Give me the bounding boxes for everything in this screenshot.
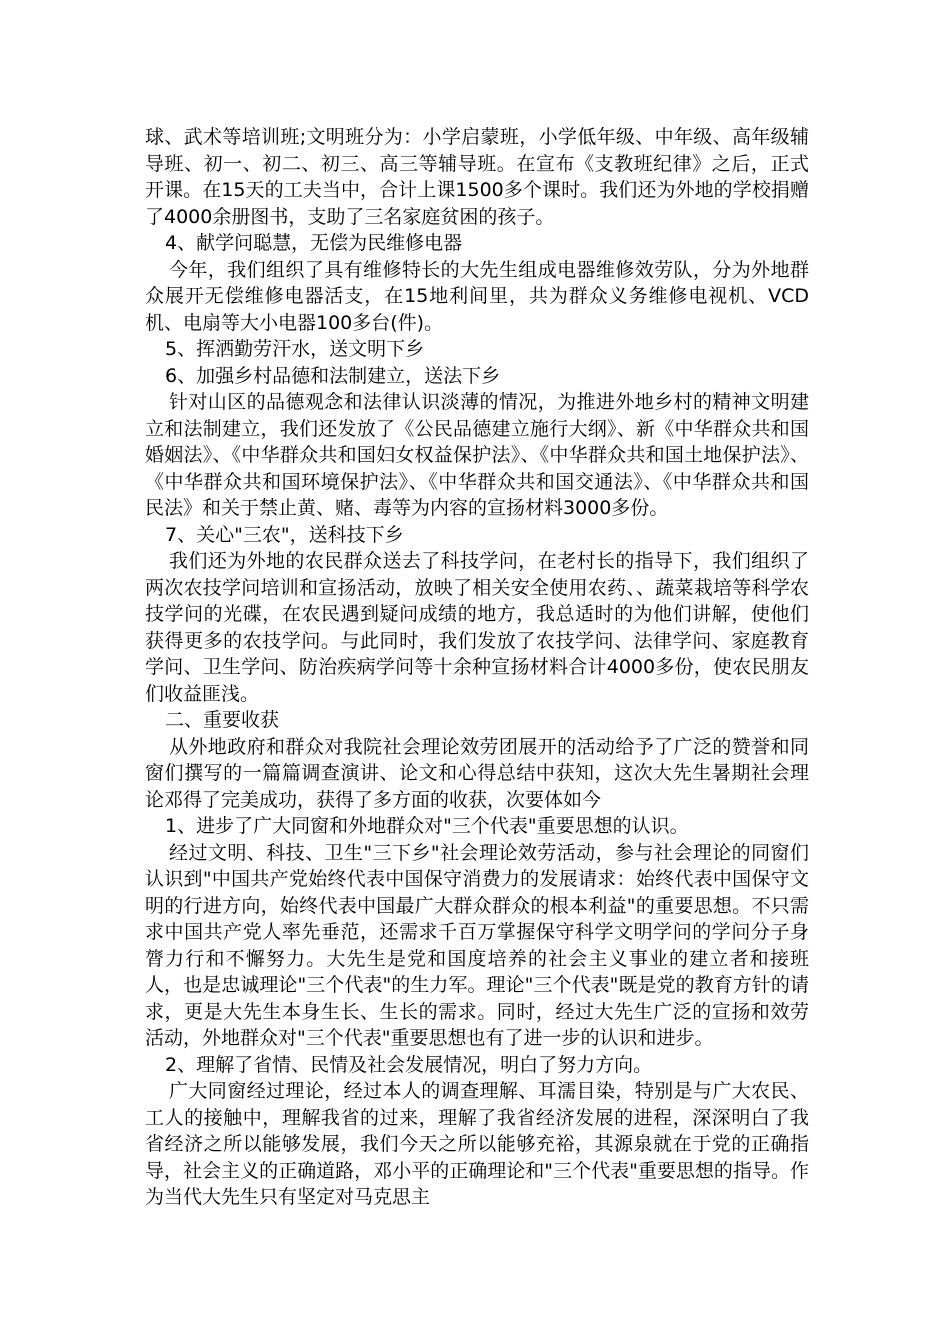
document-body bbox=[145, 124, 809, 1211]
heading-province-situation: 2、理解了省情、民情及社会发展情况，明白了努力方向。 bbox=[165, 1053, 653, 1076]
heading-law-countryside: 6、加强乡村品德和法制建立，送法下乡 bbox=[165, 364, 501, 387]
paragraph-law-materials: 针对山区的品德观念和法律认识淡薄的情况，为推进外地乡村的精神文明建立和法制建立，我们还发放了《公民品德建立施行大纲》、新《中华群众共和国婚姻法》、《中华群众共和国妇女权益保护法》、《中华群众共和国土地保护法》、《中华群众共和国环境保护法》、《中华群众共和国交通法》、《中华群众共和国民法》和关于禁止黄、赌、毒等为内容的宣扬材料3000多份。 bbox=[145, 391, 809, 519]
heading-three-represents: 1、进步了广大同窗和外地群众对"三个代表"重要思想的认识。 bbox=[165, 815, 689, 837]
paragraph-three-represents: 经过文明、科技、卫生"三下乡"社会理论效劳活动，参与社会理论的同窗们认识到"中国共产党始终代表中国保守消费力的发展请求：始终代表中国保守文明的行进方向，始终代表中国最广大群众群众的根本利益"的重要思想。不只需求中国共产党人率先垂范，还需求千百万掌握保守科学文明学问的学问分子身膂力行和不懈努力。大先生是党和国度培养的社会主义事业的建立者和接班人，也是忠诚理论"三个代表"的生力军。理论"三个代表"既是党的教育方针的请求，更是大先生本身生长、生长的需求。同时，经过大先生广泛的宣扬和效劳活动，外地群众对"三个代表"重要思想也有了进一步的认识和进步。 bbox=[145, 841, 809, 1049]
heading-main-harvest: 二、重要收获 bbox=[165, 709, 280, 731]
heading-civilization-countryside: 5、挥洒勤劳汗水，送文明下乡 bbox=[165, 338, 425, 360]
paragraph-harvest-intro: 从外地政府和群众对我院社会理论效劳团展开的活动给予了广泛的赞誉和同窗们撰写的一篇篇调查演讲、论文和心得总结中获知，这次大先生暑期社会理论邓得了完美成功，获得了多方面的收获，次要体如今 bbox=[145, 735, 809, 811]
paragraph-province-situation: 广大同窗经过理论，经过本人的调查理解、耳濡目染，特别是与广大农民、工人的接触中，理解我省的过来，理解了我省经济发展的进程，深深明白了我省经济之所以能够发展，我们今天之所以能够充裕，其源泉就在于党的正确指导，社会主义的正确道路，邓小平的正确理论和"三个代表"重要思想的指导。作为当代大先生只有坚定对马克思主 bbox=[145, 1080, 809, 1208]
heading-technology-countryside: 7、关心"三农"，送科技下乡 bbox=[165, 523, 404, 546]
paragraph-agri-training: 我们还为外地的农民群众送去了科技学问，在老村长的指导下，我们组织了两次农技学问培训和宣扬活动，放映了相关安全使用农药、、蔬菜栽培等科学农技学问的光碟，在农民遇到疑问成绩的地方，我总适时的为他们讲解，使他们获得更多的农技学问。与此同时，我们发放了农技学问、法律学问、家庭教育学问、卫生学问、防治疾病学问等十余种宣扬材料合计4000多份，使农民朋友们收益匪浅。 bbox=[145, 550, 809, 705]
paragraph-repair-team: 今年，我们组织了具有维修特长的大先生组成电器维修效劳队，分为外地群众展开无偿维修电器活支，在15地利间里，共为群众义务维修电视机、VCD机、电扇等大小电器100多台(件)。 bbox=[145, 258, 809, 334]
heading-repair-appliances: 4、献学问聪慧，无偿为民维修电器 bbox=[165, 232, 463, 254]
paragraph-training-classes: 球、武术等培训班;文明班分为：小学启蒙班，小学低年级、中年级、高年级辅导班、初一、初二、初三、高三等辅导班。在宣布《支教班纪律》之后，正式开课。在15天的工夫当中，合计上课1500多个课时。我们还为外地的学校捐赠了4000余册图书，支助了三名家庭贫困的孩子。 bbox=[145, 126, 809, 228]
